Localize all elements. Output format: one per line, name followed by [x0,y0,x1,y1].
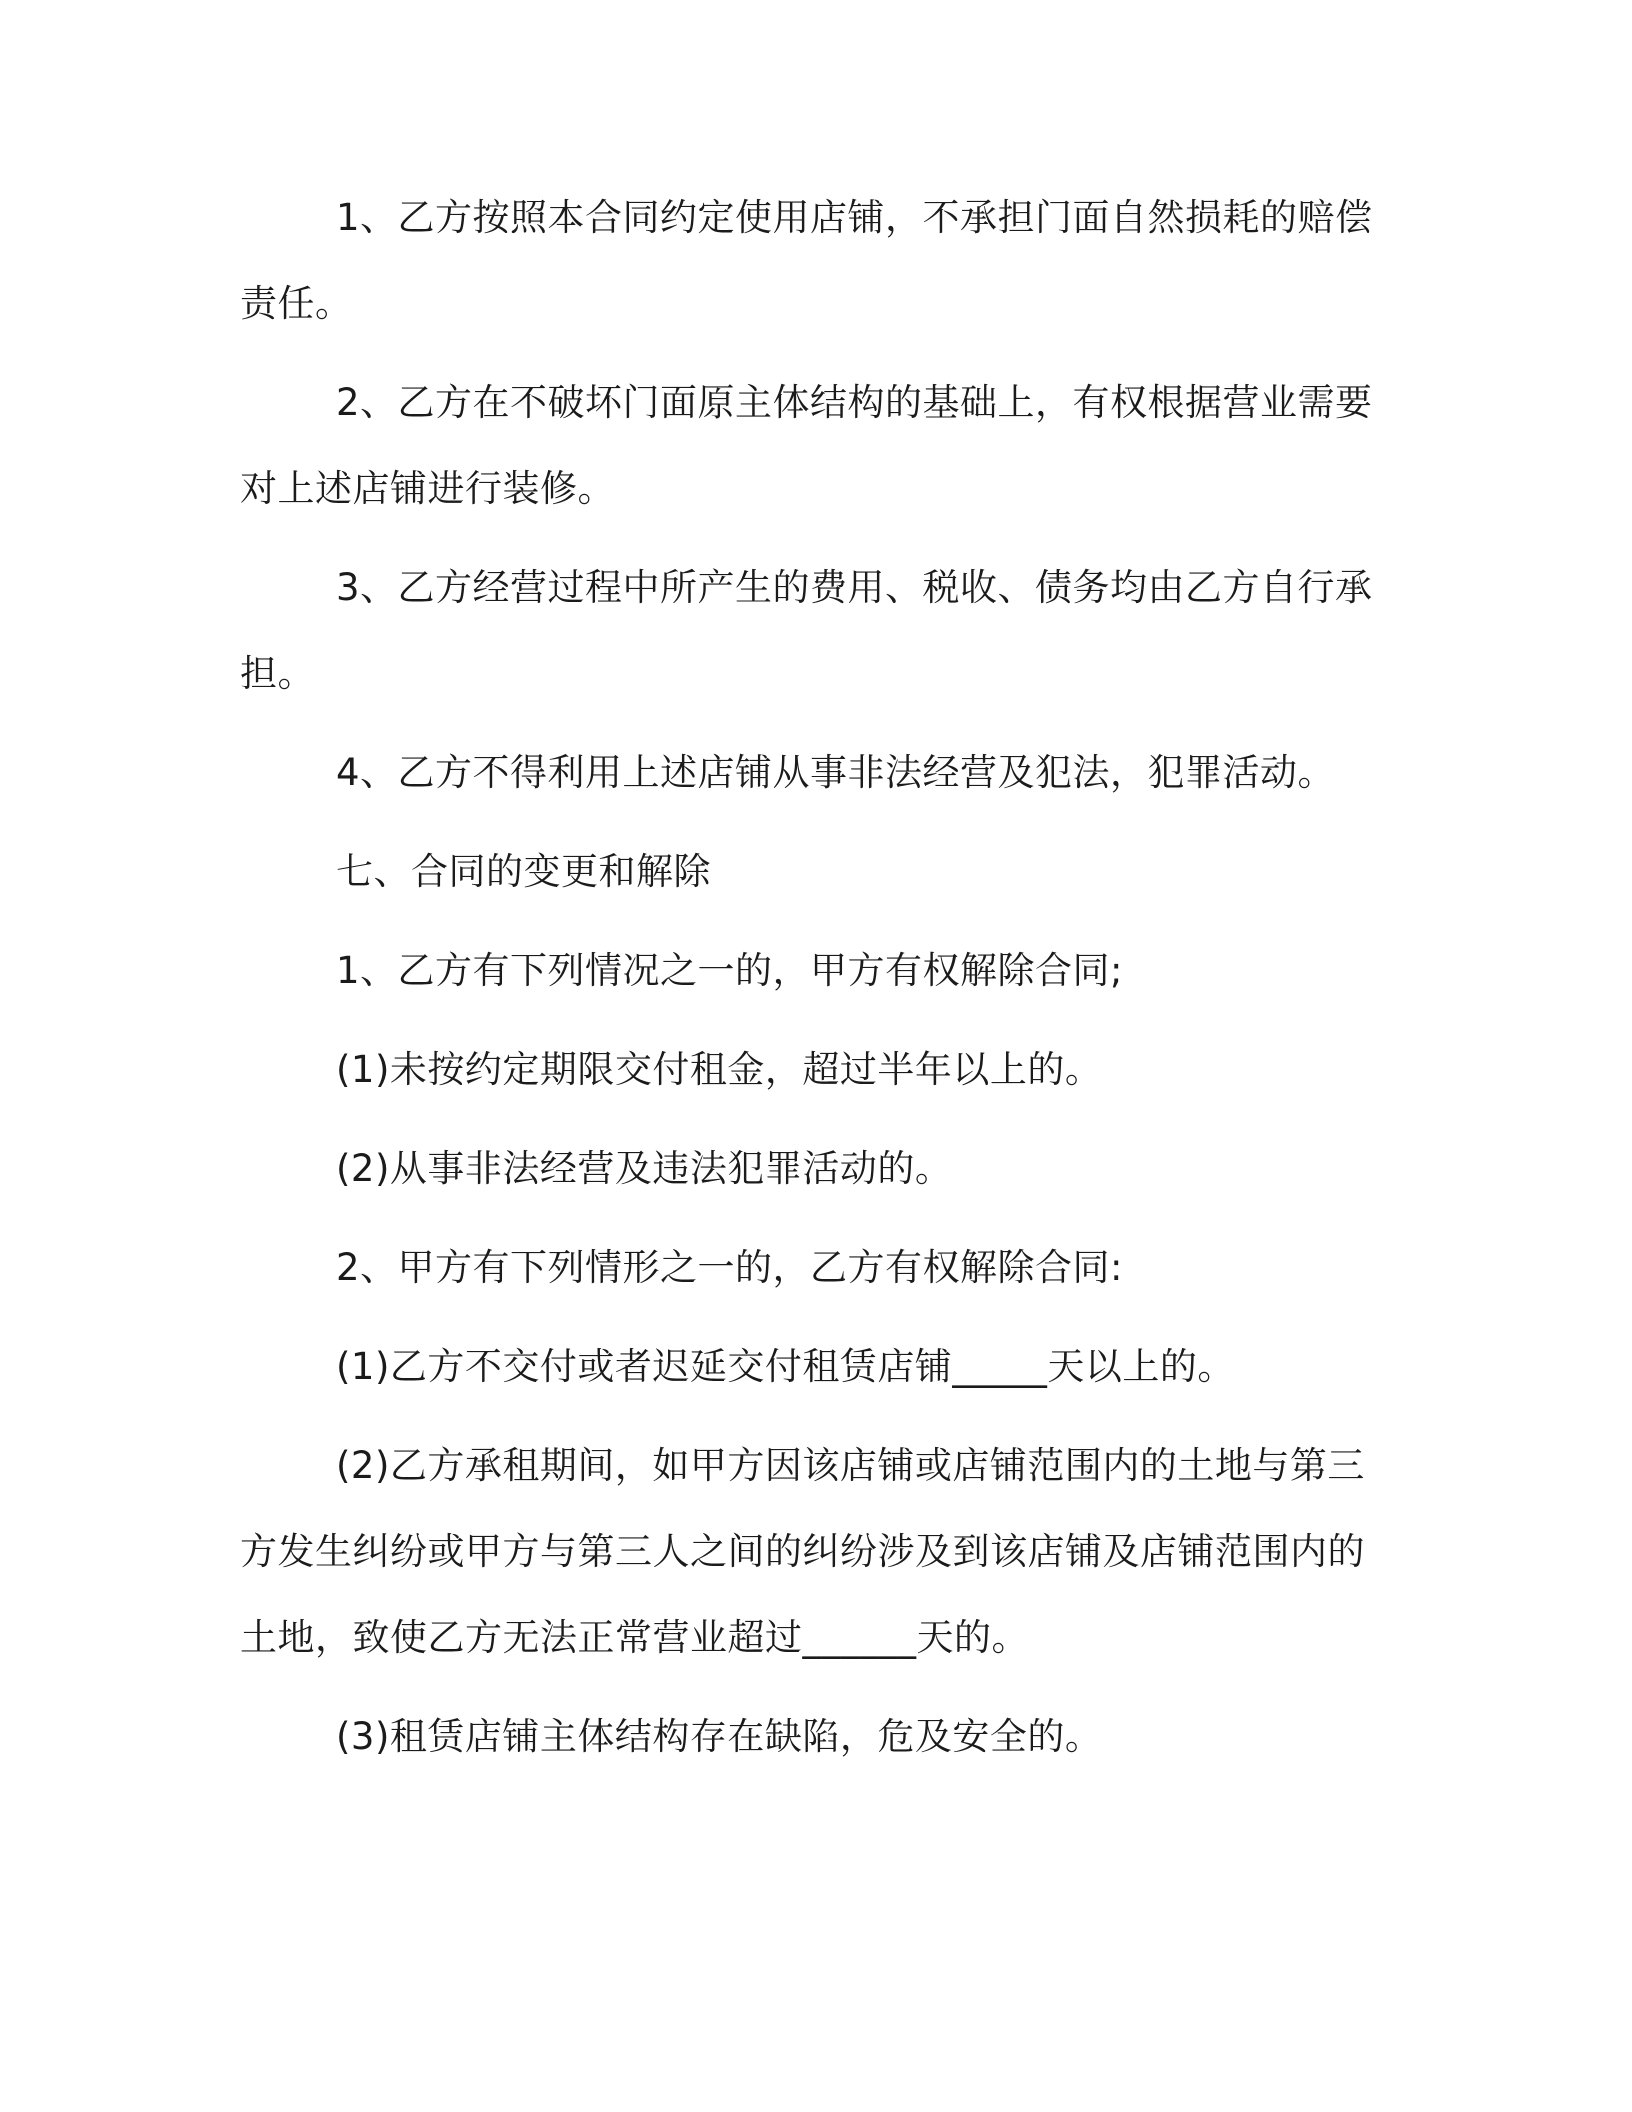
clause-7-2-item-2: (2)乙方承租期间，如甲方因该店铺或店铺范围内的土地与第三方发生纠纷或甲方与第三人之间的纠纷涉及到该店铺及店铺范围内的土地，致使乙方无法正常营业超过______天的。 [240,1444,1365,1659]
clause-b-2: 2、乙方在不破坏门面原主体结构的基础上，有权根据营业需要对上述店铺进行装修。 [240,381,1373,510]
section-heading-7: 七、合同的变更和解除 [336,850,711,893]
clause-7-1: 1、乙方有下列情况之一的，甲方有权解除合同; [336,949,1124,992]
clause-7-2: 2、甲方有下列情形之一的，乙方有权解除合同: [336,1246,1124,1289]
document-body [240,175,1380,1793]
clause-b-3: 3、乙方经营过程中所产生的费用、税收、债务均由乙方自行承担。 [240,566,1373,695]
clause-7-2-item-1: (1)乙方不交付或者迟延交付租赁店铺_____天以上的。 [336,1345,1235,1388]
clause-7-1-item-2: (2)从事非法经营及违法犯罪活动的。 [336,1147,953,1190]
clause-7-1-item-1: (1)未按约定期限交付租金，超过半年以上的。 [336,1048,1103,1091]
clause-b-1: 1、乙方按照本合同约定使用店铺，不承担门面自然损耗的赔偿责任。 [240,196,1373,325]
clause-b-4: 4、乙方不得利用上述店铺从事非法经营及犯法，犯罪活动。 [336,751,1336,794]
clause-7-2-item-3: (3)租赁店铺主体结构存在缺陷，危及安全的。 [336,1715,1103,1758]
